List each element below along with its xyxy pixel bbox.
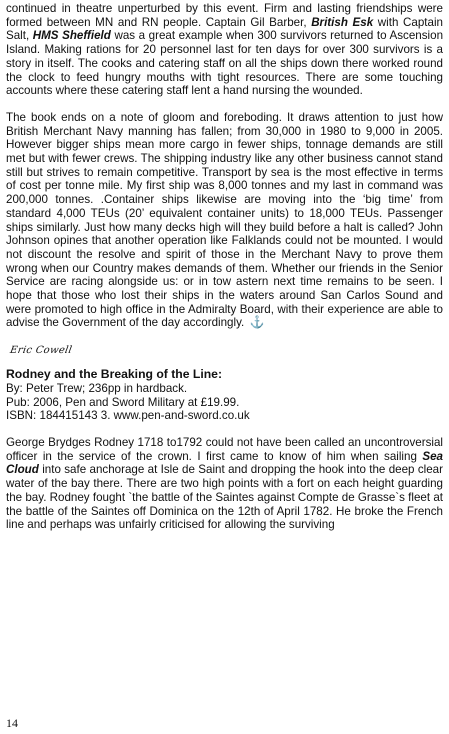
body-text-2: into safe anchorage at Isle de Saint and dropping the hook into the deep clear water of the bay there. There are two high points with a fort on each height guarding the bay. Rodney fought `the battle of the Saintes against Compte de Grasse`s fleet at the battle of the Saintes off Dominica on the 12th of April 1782. He broke the French line and perhaps was unfairly criticised for allowing the surviving xyxy=(6,463,443,532)
paragraph-gap xyxy=(6,423,443,436)
ship-name-sea-cloud: Sea Cloud xyxy=(6,449,443,477)
review-body-paragraph xyxy=(6,436,443,532)
conclusion-text: The book ends on a note of gloom and foreboding. It draws attention to just how British Merchant Navy manning has fallen; from 30,000 in 1980 to 9,000 in 2005. However bigger ships mean more cargo in fewer ships, tonnage demands are still met but with fewer crews. The shipping industry like any other business cannot stand still but strives to remain competitive. Transport by sea is the most effective in terms of cost per tonne mile. My first ship was 8,000 tonnes and my last in command was 200,000 tonnes. .Container ships likewise are moving into the ‘big time’ from standard 4,000 TEUs (20’ equivalent container units) to 18,000 TEUs. Passenger ships similarly. Just how many decks high will they build before a halt is called? John Johnson opines that another operation like Falklands could not be mounted. I would not discount the resolve and spirit of those in the Merchant Navy to prove them wrong when our Country makes demands of them. Whether our friends in the Senior Service are racing alongside us: or in tow astern next time remains to be seen. I hope that those who lost their ships in the waters around San Carlos Sound and were promoted to high office in the Admiralty Board, with their experience are able to advise the Government of the day accordingly. xyxy=(6,110,443,330)
review-publisher-line: Pub: 2006, Pen and Sword Military at £19.99. xyxy=(6,395,240,409)
conclusion-paragraph xyxy=(6,111,443,330)
ship-name-hms-sheffield: HMS Sheffield xyxy=(32,29,111,43)
review-title: Rodney and the Breaking of the Line: xyxy=(6,367,223,382)
signature: Eric Cowell xyxy=(9,345,73,357)
intro-text-3: was a great example when 300 survivors returned to Ascension Island. Making rations for 20 personnel last for ten days for over 300 survivors is a story in itself. The cooks and catering staff on all the ships down there worked round the clock to feed hungry mouths with tight resources. There are some touching accounts where these catering staff lent a hand nursing the wounded. xyxy=(6,29,444,98)
anchor-icon: ⚓ xyxy=(249,315,265,330)
body-text-1: George Brydges Rodney 1718 to1792 could not have been called an uncontroversial officer in the service of the crown. I first came to know of him when sailing xyxy=(6,435,443,463)
intro-paragraph xyxy=(6,2,443,98)
page-content xyxy=(6,2,443,532)
paragraph-gap xyxy=(6,98,443,111)
intro-text-2: with Captain Salt, xyxy=(6,15,443,43)
page-number: 14 xyxy=(6,716,18,730)
ship-name-british-esk: British Esk xyxy=(311,15,374,29)
intro-text-1: continued in theatre unperturbed by this event. Firm and lasting friendships were formed between MN and RN people. Captain Gil Barber, xyxy=(6,2,443,29)
review-author-line: By: Peter Trew; 236pp in hardback. xyxy=(6,381,188,395)
review-isbn-line: ISBN: 184415143 3. www.pen-and-sword.co.uk xyxy=(6,409,250,423)
